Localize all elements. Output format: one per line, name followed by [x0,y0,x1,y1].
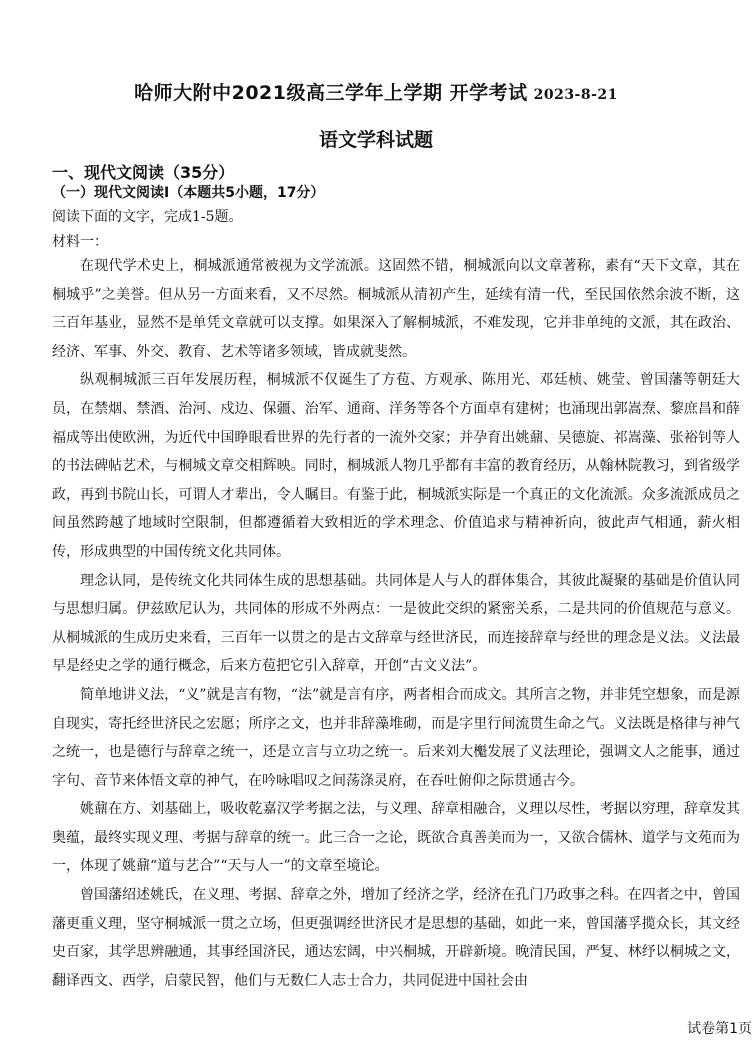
section-heading: 一、现代文阅读（35分） [52,163,235,182]
page-footer: 试卷第1页 [687,1021,752,1037]
paragraph-4: 简单地讲义法，“义”就是言有物，“法”就是言有序，两者相合而成文。其所言之物，并非凭空想象，而是源自现实，寄托经世济民之宏愿；所序之文，也并非辞藻堆砌，而是字里行间流贯生命之气。义法既是格律与神气之统一，也是德行与辞章之统一，还是立言与立功之统一。后来刘大櫆发展了义法理论，强调文人之能事，通过字句、音节来体悟文章的神气，在吟咏唱叹之间荡涤灵府，在吞吐俯仰之际贯通古今。 [52,686,740,789]
paragraph-5: 姚鼐在方、刘基础上，吸收乾嘉汉学考据之法，与义理、辞章相融合，义理以尽性，考据以穷理，辞章发其奥蕴，最终实现义理、考据与辞章的统一。此三合一之论，既欲合真善美而为一，又欲合儒林、道学与文苑而为一，体现了姚鼐“道与艺合”“天与人一”的文章至境论。 [52,801,740,875]
passage-body [52,252,740,995]
exam-title-text: 哈师大附中2021级高三学年上学期 开学考试 [134,82,528,104]
exam-date: 2023-8-21 [533,87,618,103]
paragraph-6: 曾国藩绍述姚氏，在义理、考据、辞章之外，增加了经济之学，经济在孔门乃政事之科。在四者之中，曾国藩更重义理，坚守桐城派一贯之立场，但更强调经世济民才是思想的基础，如此一来，曾国藩孚揽众长，其文经史百家，其学思辨融通，其事经国济民，通达宏阔，中兴桐城，开辟新境。晚清民国，严复、林纾以桐城之文，翻译西文、西学，启蒙民智，他们与无数仁人志士合力，共同促进中国社会由 [52,887,740,989]
exam-title [0,78,752,105]
section-subheading: （一）现代文阅读Ⅰ（本题共5小题，17分） [52,185,325,201]
paragraph-3: 理念认同，是传统文化共同体生成的思想基础。共同体是人与人的群体集合，其彼此凝聚的基础是价值认同与思想归属。伊兹欧尼认为，共同体的形成不外两点：一是彼此交织的紧密关系，二是共同的价值规范与意义。从桐城派的生成历史来看，三百年一以贯之的是古文辞章与经世济民，而连接辞章与经世的理念是义法。义法最早是经史之学的通行概念，后来方苞把它引入辞章，开创“古文义法”。 [52,572,740,675]
paragraph-1: 在现代学术史上，桐城派通常被视为文学流派。这固然不错，桐城派向以文章著称，素有“天下文章，其在桐城乎”之美誉。但从另一方面来看，又不尽然。桐城派从清初产生，延续有清一代，至民国依然余波不断，这三百年基业，显然不是单凭文章就可以支撑。如果深入了解桐城派，不难发现，它并非单纯的文派，其在政治、经济、军事、外交、教育、艺术等诸多领域，皆成就斐然。 [52,258,740,360]
material-label: 材料一： [52,234,108,250]
subject-title: 语文学科试题 [318,129,433,151]
reading-instruction: 阅读下面的文字，完成1-5题。 [52,209,243,225]
paragraph-2: 纵观桐城派三百年发展历程，桐城派不仅诞生了方苞、方观承、陈用光、邓廷桢、姚莹、曾国藩等朝廷大员，在禁烟、禁酒、治河、戍边、保疆、治军、通商、洋务等各个方面卓有建树；也涌现出郭嵩焘、黎庶昌和薛福成等出使欧洲，为近代中国睁眼看世界的先行者的一流外交家；并孕育出姚鼐、吴德旋、祁嵩藻、张裕钊等人的书法碑帖艺术，与桐城文章交相辉映。同时，桐城派人物几乎都有丰富的教育经历，从翰林院教习，到省级学政，再到书院山长，可谓人才辈出，令人瞩目。有鉴于此，桐城派实际是一个真正的文化流派。众多流派成员之间虽然跨越了地域时空限制，但都遵循着大致相近的学术理念、价值追求与精神祈向，彼此声气相通，薪火相传，形成典型的中国传统文化共同体。 [52,372,740,560]
